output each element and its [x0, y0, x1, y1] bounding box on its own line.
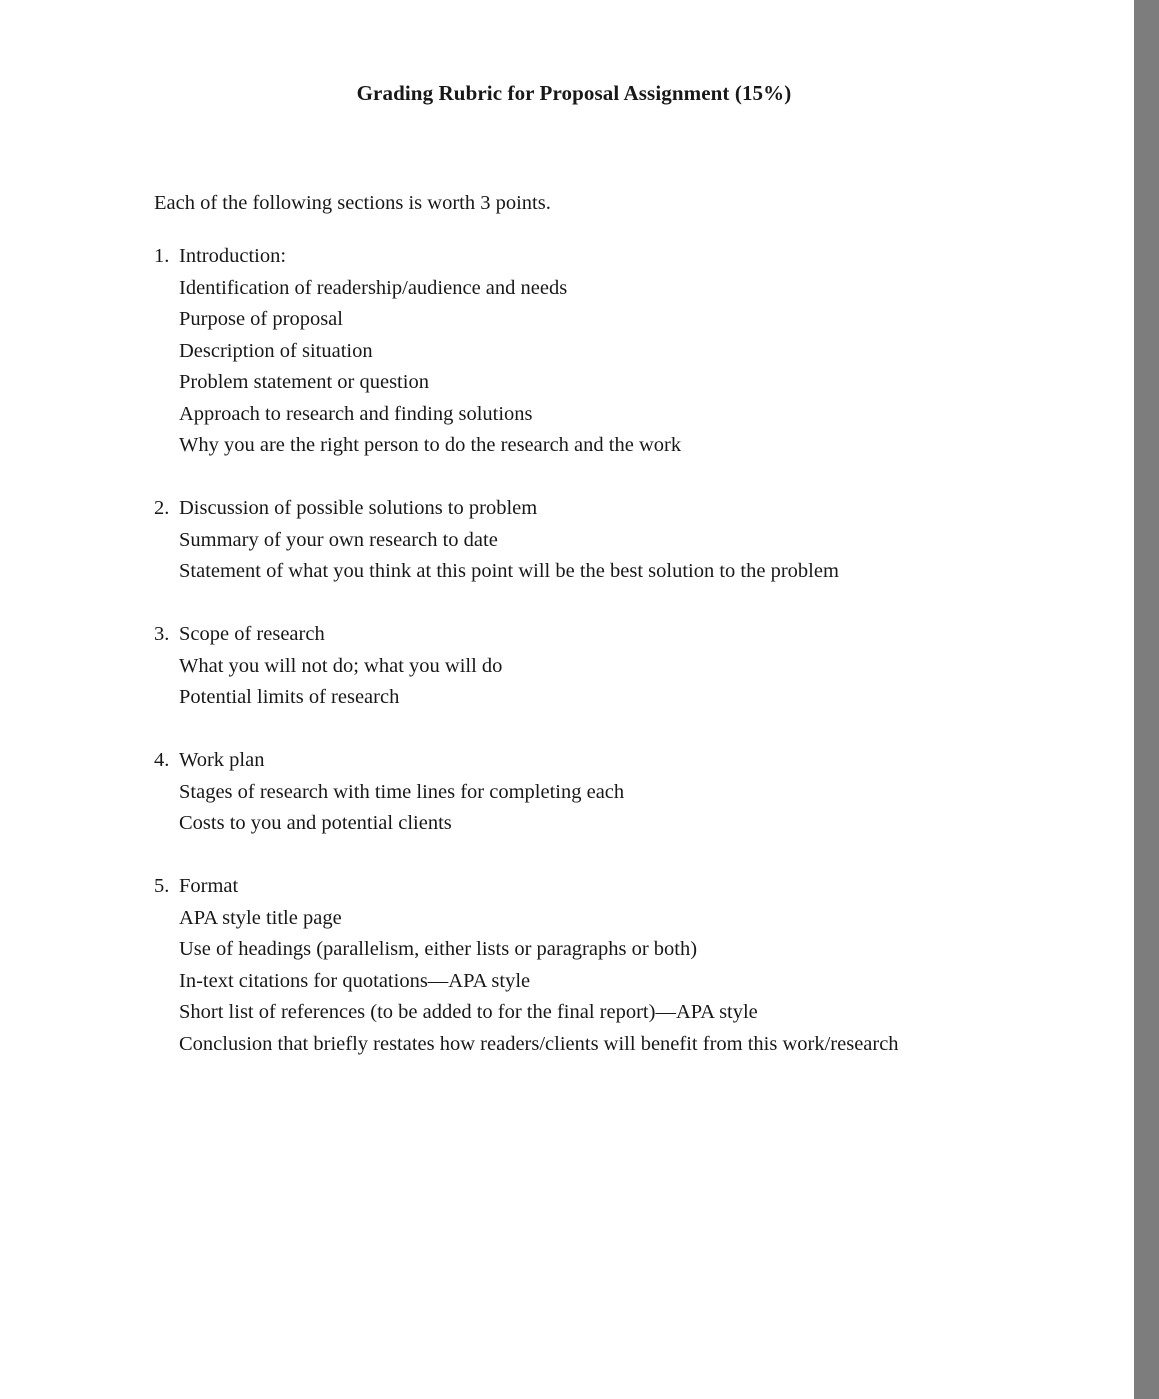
rubric-item: Use of headings (parallelism, either lists or paragraphs or both) — [179, 938, 698, 960]
rubric-item: APA style title page — [179, 906, 342, 929]
rubric-item: Purpose of proposal — [179, 308, 343, 330]
section-heading-row — [154, 871, 994, 903]
rubric-item: Approach to research and finding solutions — [179, 402, 533, 425]
section-items — [154, 525, 994, 588]
rubric-item: Conclusion that briefly restates how readers/clients will benefit from this work/research — [179, 1032, 899, 1055]
section-number: 5. — [154, 875, 170, 897]
section-heading-row — [154, 745, 994, 777]
section-heading: Introduction: — [179, 245, 287, 267]
section-heading-row — [154, 241, 994, 273]
section-solutions — [154, 493, 994, 588]
section-heading: Work plan — [179, 749, 265, 771]
rubric-item: In-text citations for quotations—APA style — [179, 969, 531, 992]
section-number: 4. — [154, 749, 170, 771]
section-number: 3. — [154, 623, 170, 645]
intro-paragraph: Each of the following sections is worth 3 points. — [154, 191, 551, 214]
section-items — [154, 651, 994, 714]
section-scope — [154, 619, 994, 714]
rubric-item: Potential limits of research — [179, 686, 400, 708]
section-format — [154, 871, 994, 1060]
section-introduction — [154, 241, 994, 462]
section-number: 1. — [154, 245, 170, 267]
rubric-item: Stages of research with time lines for completing each — [179, 780, 625, 803]
rubric-item: Problem statement or question — [179, 371, 429, 393]
rubric-item: Why you are the right person to do the research and the work — [179, 434, 682, 456]
section-heading-row — [154, 493, 994, 525]
section-items — [154, 777, 994, 840]
section-heading: Scope of research — [179, 623, 325, 645]
section-heading: Format — [179, 875, 239, 897]
rubric-item: Summary of your own research to date — [179, 528, 498, 551]
rubric-item: What you will not do; what you will do — [179, 654, 503, 677]
section-items — [154, 903, 994, 1061]
rubric-item: Statement of what you think at this point will be the best solution to the problem — [179, 560, 839, 582]
section-number: 2. — [154, 497, 170, 519]
section-heading: Discussion of possible solutions to problem — [179, 497, 538, 519]
document-title: Grading Rubric for Proposal Assignment (15%) — [356, 81, 792, 105]
section-work-plan — [154, 745, 994, 840]
rubric-item: Identification of readership/audience and needs — [179, 276, 568, 299]
section-heading-row — [154, 619, 994, 651]
rubric-item: Short list of references (to be added to for the final report)—APA style — [179, 1001, 758, 1023]
rubric-item: Description of situation — [179, 339, 373, 362]
viewer-background — [1134, 0, 1159, 1399]
rubric-item: Costs to you and potential clients — [179, 812, 452, 834]
section-items — [154, 273, 994, 462]
